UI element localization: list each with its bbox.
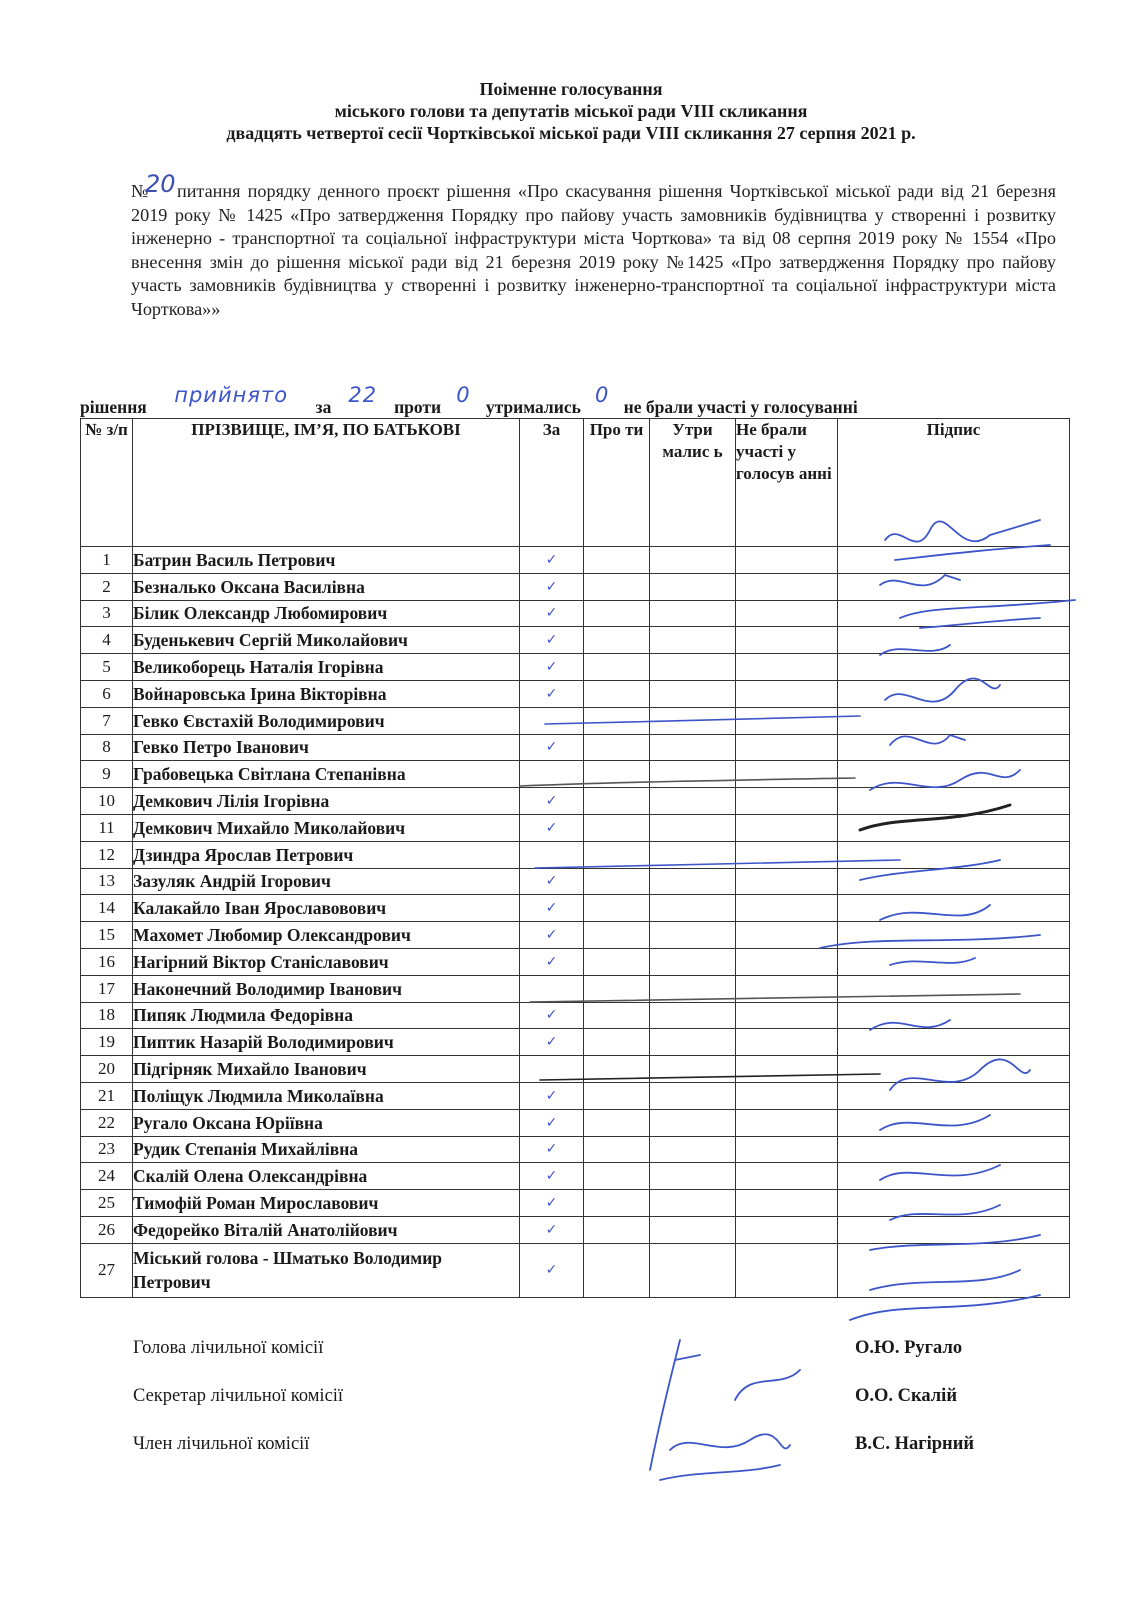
- row-not-voted-cell: [736, 895, 838, 922]
- decision-summary: [80, 383, 1080, 419]
- row-name: Ругало Оксана Юріївна: [133, 1109, 520, 1136]
- row-not-voted-cell: [736, 1216, 838, 1243]
- decision-label: рішення: [80, 397, 147, 417]
- row-signature-cell: [838, 1082, 1070, 1109]
- row-for-cell: ✓: [520, 948, 584, 975]
- row-signature-cell: [838, 1109, 1070, 1136]
- row-name: Дзиндра Ярослав Петрович: [133, 841, 520, 868]
- row-abstained-cell: [650, 1029, 736, 1056]
- row-for-cell: ✓: [520, 600, 584, 627]
- row-against-cell: [584, 1243, 650, 1297]
- row-for-cell: [520, 841, 584, 868]
- row-signature-cell: [838, 1216, 1070, 1243]
- row-signature-cell: [838, 680, 1070, 707]
- row-against-cell: [584, 1109, 650, 1136]
- row-signature-cell: [838, 1029, 1070, 1056]
- row-abstained-cell: [650, 627, 736, 654]
- row-signature-cell: [838, 654, 1070, 681]
- row-name: Скалій Олена Олександрівна: [133, 1163, 520, 1190]
- row-number: 9: [81, 761, 133, 788]
- signature-commission-head: [850, 1295, 1040, 1320]
- row-name: Підгірняк Михайло Іванович: [133, 1056, 520, 1083]
- commission-row-head: [133, 1338, 1013, 1386]
- agenda-item-text: [131, 170, 1056, 321]
- row-number: 4: [81, 627, 133, 654]
- commission-person: О.О. Скалій: [855, 1386, 957, 1406]
- votes-for-handwritten: 22: [348, 383, 378, 407]
- header-against: Про ти: [584, 419, 650, 547]
- row-against-cell: [584, 922, 650, 949]
- commission-person: В.С. Нагірний: [855, 1434, 975, 1454]
- row-against-cell: [584, 895, 650, 922]
- row-name: Наконечний Володимир Іванович: [133, 975, 520, 1002]
- row-abstained-cell: [650, 1136, 736, 1163]
- row-name: Батрин Василь Петрович: [133, 547, 520, 574]
- row-for-cell: [520, 707, 584, 734]
- row-not-voted-cell: [736, 814, 838, 841]
- row-for-cell: ✓: [520, 788, 584, 815]
- row-against-cell: [584, 1056, 650, 1083]
- row-name: Безналько Оксана Василівна: [133, 573, 520, 600]
- table-header-row: [81, 419, 1070, 547]
- row-number: 6: [81, 680, 133, 707]
- commission-role: Секретар лічильної комісії: [133, 1386, 344, 1406]
- decision-result-field: [151, 383, 311, 419]
- row-abstained-cell: [650, 868, 736, 895]
- row-abstained-cell: [650, 975, 736, 1002]
- row-signature-cell: [838, 841, 1070, 868]
- row-abstained-cell: [650, 547, 736, 574]
- row-not-voted-cell: [736, 680, 838, 707]
- header-abstained: Утри малис ь: [650, 419, 736, 547]
- row-number: 8: [81, 734, 133, 761]
- row-name: Гевко Євстахій Володимирович: [133, 707, 520, 734]
- header-for: За: [520, 419, 584, 547]
- row-not-voted-cell: [736, 788, 838, 815]
- agenda-description: питання порядку денного проєкт рішення «Про скасування рішення Чортківської міської ради від 21 березня 2019 року № 1425 «Про затвердження Порядку про пайову участь замовників будівництва у створенні і розвитку інженерно - транспортної та соціальної інфраструктури міста Чорткова» та від 08 серпня 2019 року № 1554 «Про внесення змін до рішення міської ради від 21 березня 2019 року №1425 «Про затвердження Порядку про пайову участь замовників будівництва у створенні і розвитку інженерно-транспортної та соціальної інфраструктури міста Чорткова»»: [131, 181, 1056, 319]
- row-number: 5: [81, 654, 133, 681]
- row-name: Пипяк Людмила Федорівна: [133, 1002, 520, 1029]
- row-number: 14: [81, 895, 133, 922]
- commission-row-member: [133, 1434, 1013, 1482]
- row-number: 26: [81, 1216, 133, 1243]
- row-number: 25: [81, 1190, 133, 1217]
- table-row: [81, 1136, 1070, 1163]
- row-not-voted-cell: [736, 1109, 838, 1136]
- votes-against-label: проти: [394, 397, 442, 417]
- row-not-voted-cell: [736, 547, 838, 574]
- row-abstained-cell: [650, 1216, 736, 1243]
- row-signature-cell: [838, 1002, 1070, 1029]
- agenda-number: № 20: [131, 170, 176, 201]
- row-for-cell: ✓: [520, 680, 584, 707]
- row-signature-cell: [838, 788, 1070, 815]
- row-signature-cell: [838, 922, 1070, 949]
- table-row: [81, 814, 1070, 841]
- row-not-voted-cell: [736, 1163, 838, 1190]
- row-for-cell: ✓: [520, 1029, 584, 1056]
- table-row: [81, 680, 1070, 707]
- row-signature-cell: [838, 1056, 1070, 1083]
- row-number: 22: [81, 1109, 133, 1136]
- row-number: 10: [81, 788, 133, 815]
- row-abstained-cell: [650, 680, 736, 707]
- row-name: Тимофій Роман Мирославович: [133, 1190, 520, 1217]
- row-not-voted-cell: [736, 1082, 838, 1109]
- row-against-cell: [584, 1002, 650, 1029]
- row-number: 17: [81, 975, 133, 1002]
- row-name: Калакайло Іван Ярославовович: [133, 895, 520, 922]
- counting-commission: [133, 1338, 1013, 1482]
- row-name: Войнаровська Ірина Вікторівна: [133, 680, 520, 707]
- table-row: [81, 654, 1070, 681]
- row-against-cell: [584, 680, 650, 707]
- row-for-cell: ✓: [520, 1082, 584, 1109]
- row-against-cell: [584, 1190, 650, 1217]
- row-against-cell: [584, 814, 650, 841]
- votes-for-label: за: [315, 397, 332, 417]
- row-number: 11: [81, 814, 133, 841]
- row-abstained-cell: [650, 814, 736, 841]
- row-name: Демкович Михайло Миколайович: [133, 814, 520, 841]
- row-for-cell: ✓: [520, 1216, 584, 1243]
- row-for-cell: ✓: [520, 1136, 584, 1163]
- row-not-voted-cell: [736, 1136, 838, 1163]
- row-signature-cell: [838, 1190, 1070, 1217]
- table-row: [81, 922, 1070, 949]
- row-name: Міський голова - Шматько Володимир Петрович: [133, 1243, 520, 1297]
- table-row: [81, 1243, 1070, 1297]
- row-signature-cell: [838, 573, 1070, 600]
- votes-abstained-handwritten: 0: [595, 383, 610, 407]
- table-row: [81, 573, 1070, 600]
- row-not-voted-cell: [736, 841, 838, 868]
- row-signature-cell: [838, 1136, 1070, 1163]
- row-name: Демкович Лілія Ігорівна: [133, 788, 520, 815]
- row-signature-cell: [838, 547, 1070, 574]
- not-voted-field: [858, 397, 898, 419]
- row-number: 19: [81, 1029, 133, 1056]
- row-against-cell: [584, 788, 650, 815]
- row-abstained-cell: [650, 1190, 736, 1217]
- row-for-cell: [520, 761, 584, 788]
- row-abstained-cell: [650, 948, 736, 975]
- row-signature-cell: [838, 707, 1070, 734]
- row-number: 18: [81, 1002, 133, 1029]
- table-row: [81, 895, 1070, 922]
- row-abstained-cell: [650, 654, 736, 681]
- row-signature-cell: [838, 814, 1070, 841]
- row-against-cell: [584, 841, 650, 868]
- document-title: [60, 78, 1082, 144]
- row-abstained-cell: [650, 573, 736, 600]
- row-abstained-cell: [650, 600, 736, 627]
- row-abstained-cell: [650, 734, 736, 761]
- table-row: [81, 627, 1070, 654]
- row-for-cell: ✓: [520, 814, 584, 841]
- row-against-cell: [584, 761, 650, 788]
- row-not-voted-cell: [736, 600, 838, 627]
- table-row: [81, 1002, 1070, 1029]
- row-against-cell: [584, 1163, 650, 1190]
- table-row: [81, 1216, 1070, 1243]
- row-against-cell: [584, 627, 650, 654]
- row-signature-cell: [838, 1243, 1070, 1297]
- table-row: [81, 1029, 1070, 1056]
- row-not-voted-cell: [736, 1029, 838, 1056]
- row-for-cell: ✓: [520, 1109, 584, 1136]
- row-number: 3: [81, 600, 133, 627]
- row-signature-cell: [838, 975, 1070, 1002]
- table-row: [81, 547, 1070, 574]
- row-not-voted-cell: [736, 707, 838, 734]
- row-number: 27: [81, 1243, 133, 1297]
- row-not-voted-cell: [736, 1002, 838, 1029]
- table-row: [81, 1190, 1070, 1217]
- row-for-cell: ✓: [520, 1163, 584, 1190]
- votes-abstained-label: утримались: [485, 397, 581, 417]
- table-row: [81, 868, 1070, 895]
- row-against-cell: [584, 547, 650, 574]
- row-for-cell: ✓: [520, 1002, 584, 1029]
- row-not-voted-cell: [736, 948, 838, 975]
- table-body: [81, 547, 1070, 1298]
- commission-person: О.Ю. Ругало: [855, 1338, 963, 1358]
- not-voted-label: не брали участі у голосуванні: [623, 397, 858, 417]
- header-number: № з/п: [81, 419, 133, 547]
- header-not-voted: Не брали участі у голосув анні: [736, 419, 838, 547]
- row-abstained-cell: [650, 707, 736, 734]
- row-against-cell: [584, 975, 650, 1002]
- table-row: [81, 1056, 1070, 1083]
- row-against-cell: [584, 1136, 650, 1163]
- row-abstained-cell: [650, 1056, 736, 1083]
- row-number: 1: [81, 547, 133, 574]
- row-not-voted-cell: [736, 1190, 838, 1217]
- row-not-voted-cell: [736, 627, 838, 654]
- row-abstained-cell: [650, 895, 736, 922]
- row-against-cell: [584, 573, 650, 600]
- row-abstained-cell: [650, 761, 736, 788]
- table-row: [81, 600, 1070, 627]
- row-against-cell: [584, 654, 650, 681]
- row-not-voted-cell: [736, 1056, 838, 1083]
- row-not-voted-cell: [736, 734, 838, 761]
- row-signature-cell: [838, 734, 1070, 761]
- row-for-cell: [520, 1056, 584, 1083]
- row-not-voted-cell: [736, 573, 838, 600]
- row-name: Зазуляк Андрій Ігорович: [133, 868, 520, 895]
- row-abstained-cell: [650, 788, 736, 815]
- table-row: [81, 707, 1070, 734]
- row-name: Пиптик Назарій Володимирович: [133, 1029, 520, 1056]
- row-number: 7: [81, 707, 133, 734]
- row-against-cell: [584, 734, 650, 761]
- row-signature-cell: [838, 895, 1070, 922]
- row-number: 15: [81, 922, 133, 949]
- row-against-cell: [584, 707, 650, 734]
- title-line-2: міського голови та депутатів міської ради VIII скликання: [334, 101, 808, 121]
- row-number: 21: [81, 1082, 133, 1109]
- row-for-cell: ✓: [520, 895, 584, 922]
- row-number: 20: [81, 1056, 133, 1083]
- row-name: Буденькевич Сергій Миколайович: [133, 627, 520, 654]
- row-name: Поліщук Людмила Миколаївна: [133, 1082, 520, 1109]
- row-against-cell: [584, 1029, 650, 1056]
- row-for-cell: ✓: [520, 1243, 584, 1297]
- row-signature-cell: [838, 627, 1070, 654]
- row-for-cell: ✓: [520, 922, 584, 949]
- row-signature-cell: [838, 1163, 1070, 1190]
- row-number: 23: [81, 1136, 133, 1163]
- votes-against-handwritten: 0: [456, 383, 471, 407]
- row-name: Нагірний Віктор Станіславович: [133, 948, 520, 975]
- row-for-cell: ✓: [520, 868, 584, 895]
- table-row: [81, 734, 1070, 761]
- row-signature-cell: [838, 868, 1070, 895]
- row-name: Махомет Любомир Олександрович: [133, 922, 520, 949]
- row-for-cell: ✓: [520, 627, 584, 654]
- row-number: 16: [81, 948, 133, 975]
- row-not-voted-cell: [736, 868, 838, 895]
- row-abstained-cell: [650, 1163, 736, 1190]
- row-for-cell: ✓: [520, 734, 584, 761]
- row-abstained-cell: [650, 1002, 736, 1029]
- commission-role: Голова лічильної комісії: [133, 1338, 324, 1358]
- row-for-cell: ✓: [520, 1190, 584, 1217]
- header-signature: Підпис: [838, 419, 1070, 547]
- row-name: Великоборець Наталія Ігорівна: [133, 654, 520, 681]
- row-for-cell: ✓: [520, 654, 584, 681]
- row-name: Білик Олександр Любомирович: [133, 600, 520, 627]
- row-against-cell: [584, 868, 650, 895]
- title-line-1: Поіменне голосування: [479, 79, 663, 99]
- commission-role: Член лічильної комісії: [133, 1434, 310, 1454]
- row-abstained-cell: [650, 1082, 736, 1109]
- handwritten-agenda-number: 20: [145, 170, 176, 198]
- table-row: [81, 948, 1070, 975]
- table-row: [81, 1109, 1070, 1136]
- row-abstained-cell: [650, 841, 736, 868]
- row-signature-cell: [838, 948, 1070, 975]
- table-row: [81, 975, 1070, 1002]
- row-not-voted-cell: [736, 654, 838, 681]
- row-against-cell: [584, 600, 650, 627]
- row-against-cell: [584, 1216, 650, 1243]
- row-not-voted-cell: [736, 922, 838, 949]
- table-row: [81, 761, 1070, 788]
- votes-against-field: [445, 383, 481, 419]
- roll-call-table: [80, 418, 1070, 1298]
- commission-row-secretary: [133, 1386, 1013, 1434]
- table-row: [81, 1082, 1070, 1109]
- row-not-voted-cell: [736, 1243, 838, 1297]
- row-number: 24: [81, 1163, 133, 1190]
- table-row: [81, 1163, 1070, 1190]
- row-for-cell: ✓: [520, 573, 584, 600]
- row-not-voted-cell: [736, 761, 838, 788]
- row-for-cell: [520, 975, 584, 1002]
- row-name: Гевко Петро Іванович: [133, 734, 520, 761]
- title-line-3: двадцять четвертої сесії Чортківської міської ради VIII скликання 27 серпня 2021 р.: [226, 123, 916, 143]
- votes-for-field: [336, 383, 390, 419]
- decision-result-handwritten: прийнято: [174, 383, 289, 407]
- row-name: Рудик Степанія Михайлівна: [133, 1136, 520, 1163]
- row-signature-cell: [838, 761, 1070, 788]
- row-signature-cell: [838, 600, 1070, 627]
- row-for-cell: ✓: [520, 547, 584, 574]
- votes-abstained-field: [585, 383, 619, 419]
- row-abstained-cell: [650, 922, 736, 949]
- table-row: [81, 788, 1070, 815]
- row-name: Грабовецька Світлана Степанівна: [133, 761, 520, 788]
- row-not-voted-cell: [736, 975, 838, 1002]
- header-name: ПРІЗВИЩЕ, ІМ’Я, ПО БАТЬКОВІ: [133, 419, 520, 547]
- row-number: 13: [81, 868, 133, 895]
- row-name: Федорейко Віталій Анатолійович: [133, 1216, 520, 1243]
- row-abstained-cell: [650, 1109, 736, 1136]
- row-number: 12: [81, 841, 133, 868]
- row-against-cell: [584, 948, 650, 975]
- row-number: 2: [81, 573, 133, 600]
- table-row: [81, 841, 1070, 868]
- row-against-cell: [584, 1082, 650, 1109]
- row-abstained-cell: [650, 1243, 736, 1297]
